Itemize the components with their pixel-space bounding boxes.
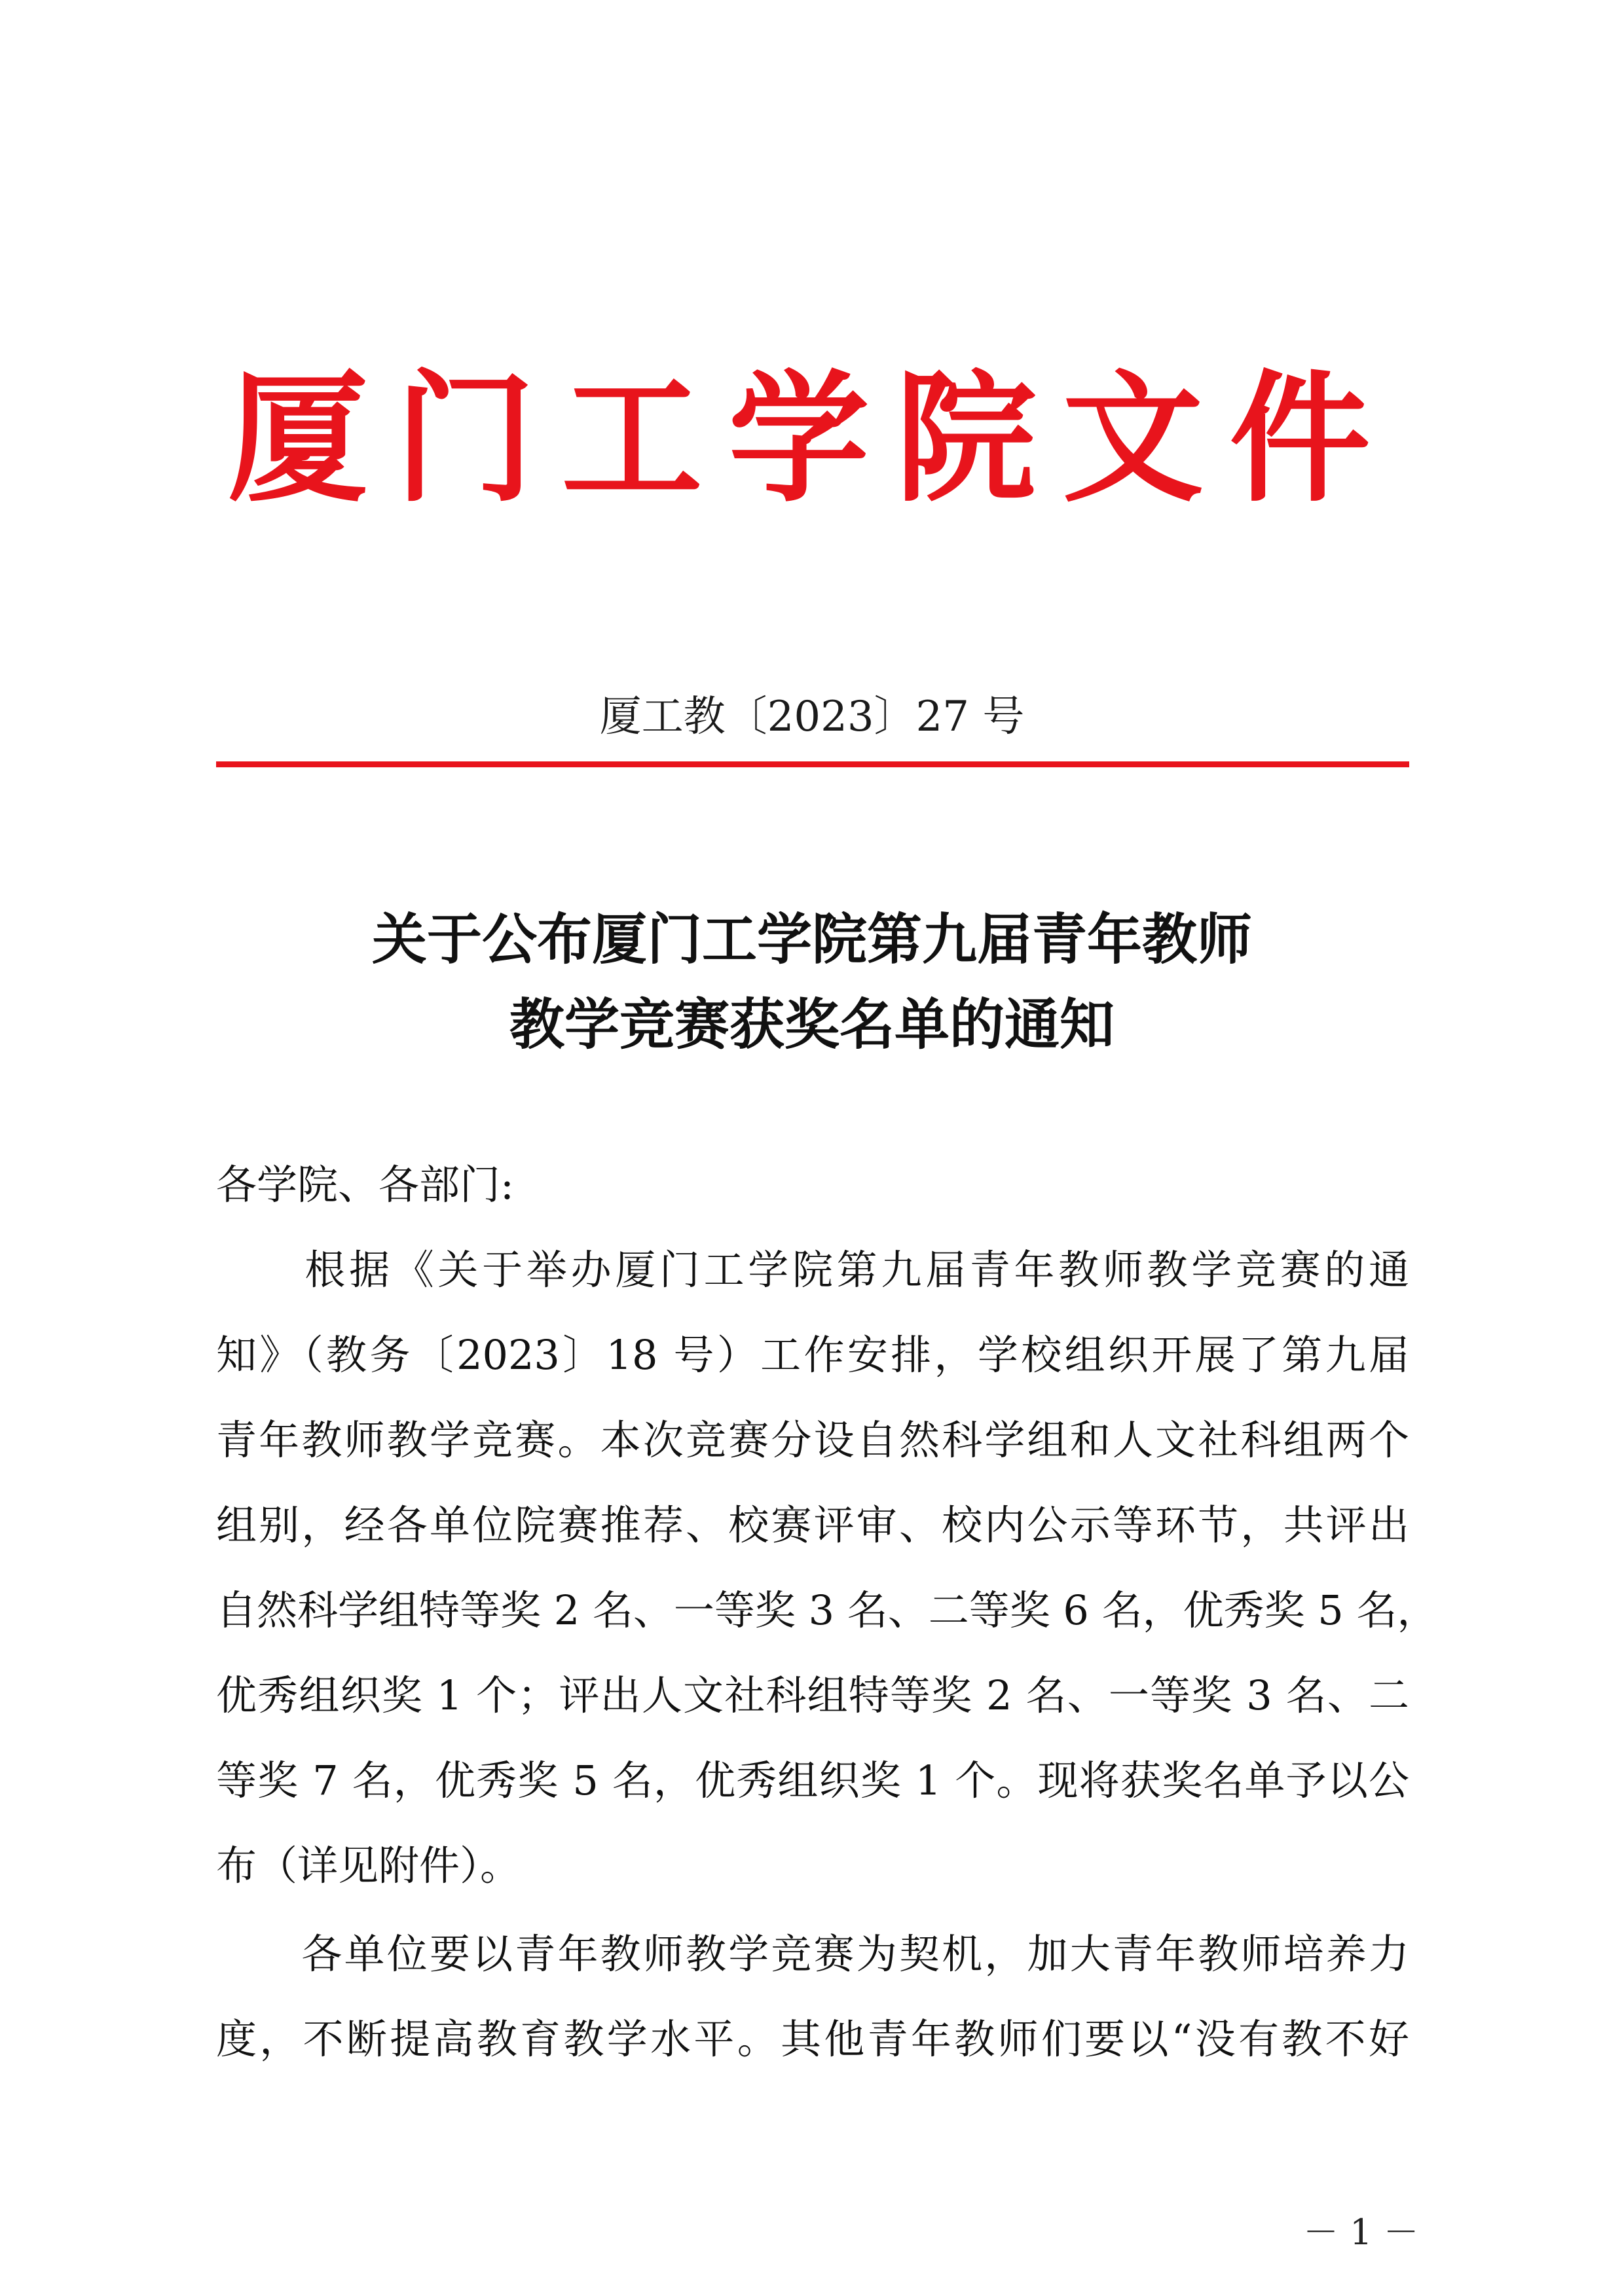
paragraph-1-line-1: 根据《关于举办厦门工学院第九届青年教师教学竞赛的通: [216, 1246, 1409, 1294]
masthead-title: 厦门工学院文件: [227, 355, 1397, 521]
paragraph-2-line-1: 各单位要以青年教师教学竞赛为契机，加大青年教师培养力: [216, 1930, 1409, 1978]
notice-title: [216, 897, 1408, 1067]
salutation: 各学院、各部门:: [216, 1161, 514, 1209]
paragraph-1-line-2: 知》（教务〔2023〕18 号）工作安排，学校组织开展了第九届: [216, 1331, 1409, 1379]
paragraph-1-line-3: 青年教师教学竞赛。本次竞赛分设自然科学组和人文社科组两个: [216, 1416, 1409, 1464]
red-divider-line: [216, 761, 1409, 767]
paragraph-2-line-2: 度，不断提高教育教学水平。其他青年教师们要以“没有教不好: [216, 2015, 1409, 2063]
paragraph-1-line-5: 自然科学组特等奖 2 名、一等奖 3 名、二等奖 6 名，优秀奖 5 名，: [216, 1586, 1438, 1634]
notice-title-line-1: 关于公布厦门工学院第九届青年教师: [371, 907, 1252, 972]
paragraph-1-line-6: 优秀组织奖 1 个；评出人文社科组特等奖 2 名、一等奖 3 名、二: [216, 1671, 1409, 1719]
paragraph-1-line-7: 等奖 7 名，优秀奖 5 名，优秀组织奖 1 个。现将获奖名单予以公: [216, 1757, 1409, 1804]
paragraph-1-line-8: 布（详见附件）。: [216, 1842, 521, 1889]
document-number: 厦工教〔2023〕27 号: [599, 693, 1025, 741]
notice-title-line-2: 教学竞赛获奖名单的通知: [509, 992, 1115, 1057]
paragraph-1-line-4: 组别，经各单位院赛推荐、校赛评审、校内公示等环节，共评出: [216, 1501, 1409, 1549]
page-number: － 1 －: [1303, 2212, 1419, 2253]
